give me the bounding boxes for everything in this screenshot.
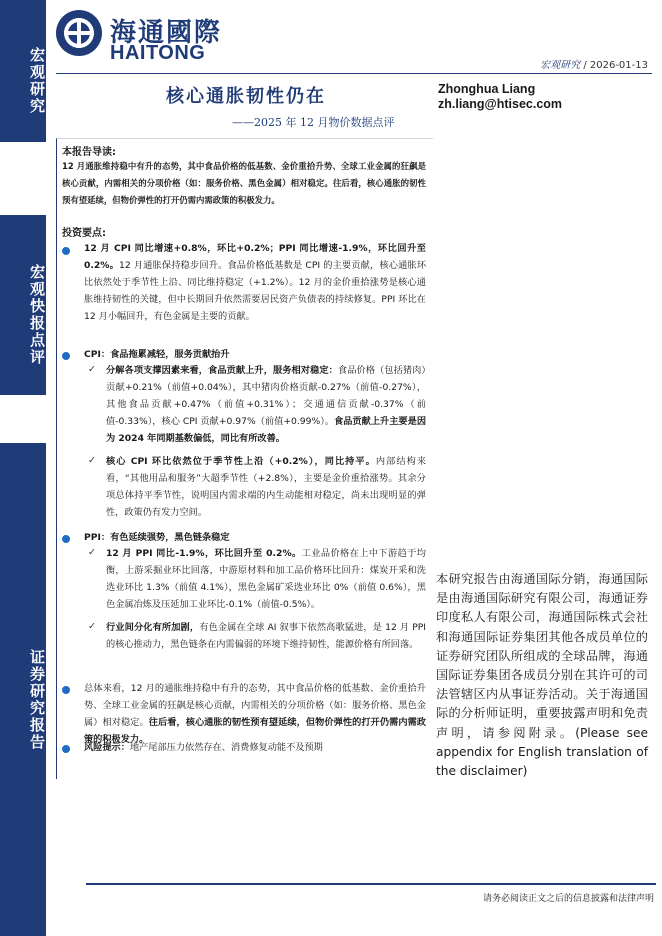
guide-heading: 本报告导读: xyxy=(62,147,116,158)
point-3-item-1-lead: 12 月 PPI 同比-1.9%，环比回升至 0.2%。 xyxy=(106,548,302,559)
author-name: Zhonghua Liang xyxy=(438,82,536,96)
brand-name-en: HAITONG xyxy=(110,42,206,64)
point-2-item-1 xyxy=(106,362,426,447)
point-3-heading: PPI：有色延续强势，黑色链条稳定 xyxy=(84,532,230,543)
checkmark-icon: ✓ xyxy=(88,621,96,632)
bullet-icon xyxy=(62,535,70,543)
point-4 xyxy=(84,680,426,748)
points-heading: 投资要点: xyxy=(62,228,106,239)
risk-text: 地产尾部压力依然存在、消费修复动能不及预期 xyxy=(129,742,323,753)
point-3-item-2 xyxy=(106,619,426,653)
point-1-body: 12 月通胀保持稳步回升。食品价格低基数是 CPI 的主要贡献，核心通胀环比依然处于季节性上沿、同比维持稳定（+1.2%）。12 月的金价重拾涨势是核心通胀维持韧性的关键，但中长期回升依然需要居民资产负债表的持续修复。PPI 环比在 12 月小幅回升，有色金属是主要的贡献。 xyxy=(84,260,427,322)
bullet-icon xyxy=(62,686,70,694)
header-separator: / xyxy=(583,60,590,71)
header-category: 宏观研究 xyxy=(540,60,581,71)
bullet-icon xyxy=(62,745,70,753)
footer-notice: 请务必阅读正文之后的信息披露和法律声明 xyxy=(482,894,654,904)
point-1 xyxy=(84,240,426,325)
sidebar-tag-macro-flash: 宏观快报点评 xyxy=(0,215,46,395)
point-1-lead: 12 月 CPI 同比增速+0.8%，环比+0.2%；PPI 同比增速-1.9%，环比回升至 0.2%。 xyxy=(84,243,426,271)
footer-divider xyxy=(86,883,656,885)
risk-label: 风险提示： xyxy=(84,742,130,753)
haitong-logo xyxy=(56,10,236,62)
left-sidebar xyxy=(0,0,46,936)
point-2-item-1-lead: 分解各项支撑因素来看，食品贡献上升，服务相对稳定： xyxy=(106,365,338,376)
bullet-icon xyxy=(62,352,70,360)
header-divider xyxy=(56,73,652,74)
point-3-item-1 xyxy=(106,545,426,613)
distribution-disclaimer: 本研究报告由海通国际分销，海通国际是由海通国际研究有限公司，海通证券印度私人有限公司，海通国际株式会社和海通国际证券集团其他各成员单位的证券研究团队所组成的全球品牌，海通国际证券集团各成员分别在其许可的司法管辖区内从事证券活动。关于海通国际的分析师证明，重要披露声明和免责声明，请参阅附录。(Please see appendix for English translation of the disclaimer) xyxy=(436,572,648,779)
header-meta xyxy=(540,56,648,71)
point-4-tail: 往后看，核心通胀的韧性预有望延续，但物价弹性的打开仍需内需政策的积极发力。 xyxy=(84,717,427,745)
report-subtitle: ——2025 年 12 月物价数据点评 xyxy=(232,116,395,129)
point-5 xyxy=(84,739,426,756)
header-date: 2026-01-13 xyxy=(589,60,648,71)
point-3-item-1-body: 工业品价格在上中下游趋于均衡，上游采掘业环比回落，中游原材料和加工品价格环比回升：煤炭开采和洗选业环比 1.3%（前值 4.1%），黑色金属矿采选业环比 0%（前值 0.6%），黑色金属冶炼及压延加工业环比-0.1%（前值-0.5%）。 xyxy=(106,548,426,610)
point-2-item-2-body: 内部结构来看，“其他用品和服务”大超季节性（+2.8%），主要是金价重拾涨势。其余分项总体持平季节性，说明国内需求端的内生动能相对稳定，尚未出现明显的弹性，政策仍有发力空间。 xyxy=(106,456,427,518)
checkmark-icon: ✓ xyxy=(88,547,96,558)
point-2-item-2 xyxy=(106,453,426,521)
bullet-icon xyxy=(62,247,70,255)
point-3-item-2-body: 有色金属在全球 AI 叙事下依然高歌猛进，是 12 月 PPI 的核心推动力，黑色链条在内需偏弱的环境下维持韧性，能源价格有所回落。 xyxy=(106,622,427,650)
point-2-heading: CPI：食品拖累减轻，服务贡献抬升 xyxy=(84,349,230,360)
point-3-item-2-lead: 行业间分化有所加剧， xyxy=(106,622,200,633)
checkmark-icon: ✓ xyxy=(88,364,96,375)
point-2-item-1-tail: 食品贡献上升主要是因为 2024 年同期基数偏低，同比有所改善。 xyxy=(106,416,427,444)
point-2-item-1-body: 食品价格（包括猪肉）贡献+0.21%（前值+0.04%），其中猪肉价格贡献-0.27%（前值-0.27%），其他食品贡献+0.47%（前值+0.31%）；交通通信贡献-0.37%（前值-0.33%），核心 CPI 贡献+0.97%（前值+0.99%）。 xyxy=(106,365,426,427)
point-4-body: 总体来看，12 月的通胀维持稳中有升的态势，其中食品价格的低基数、金价重拾升势、全球工业金属的狂飙是核心贡献，内需相关的分项价格（如：服务价格、黑色金属）相对稳定。 xyxy=(84,683,426,728)
sidebar-tag-macro-research: 宏观研究 xyxy=(0,0,46,142)
point-2-item-2-lead: 核心 CPI 环比依然位于季节性上沿（+0.2%），同比持平。 xyxy=(106,456,376,467)
checkmark-icon: ✓ xyxy=(88,455,96,466)
report-title: 核心通胀韧性仍在 xyxy=(166,86,326,107)
author-block xyxy=(438,82,562,112)
haitong-emblem-icon xyxy=(56,10,102,56)
brand-name-cn: 海通國際 xyxy=(110,18,223,48)
sidebar-tag-securities-report: 证券研究报告 xyxy=(0,443,46,936)
guide-text: 12 月通胀维持稳中有升的态势，其中食品价格的低基数、金价重拾升势、全球工业金属的狂飙是核心贡献，内需相关的分项价格（如：服务价格、黑色金属）相对稳定。往后看，核心通胀的韧性预有望延续，但物价弹性的打开仍需内需政策的积极发力。 xyxy=(62,161,426,205)
author-email[interactable]: zh.liang@htisec.com xyxy=(438,97,563,111)
